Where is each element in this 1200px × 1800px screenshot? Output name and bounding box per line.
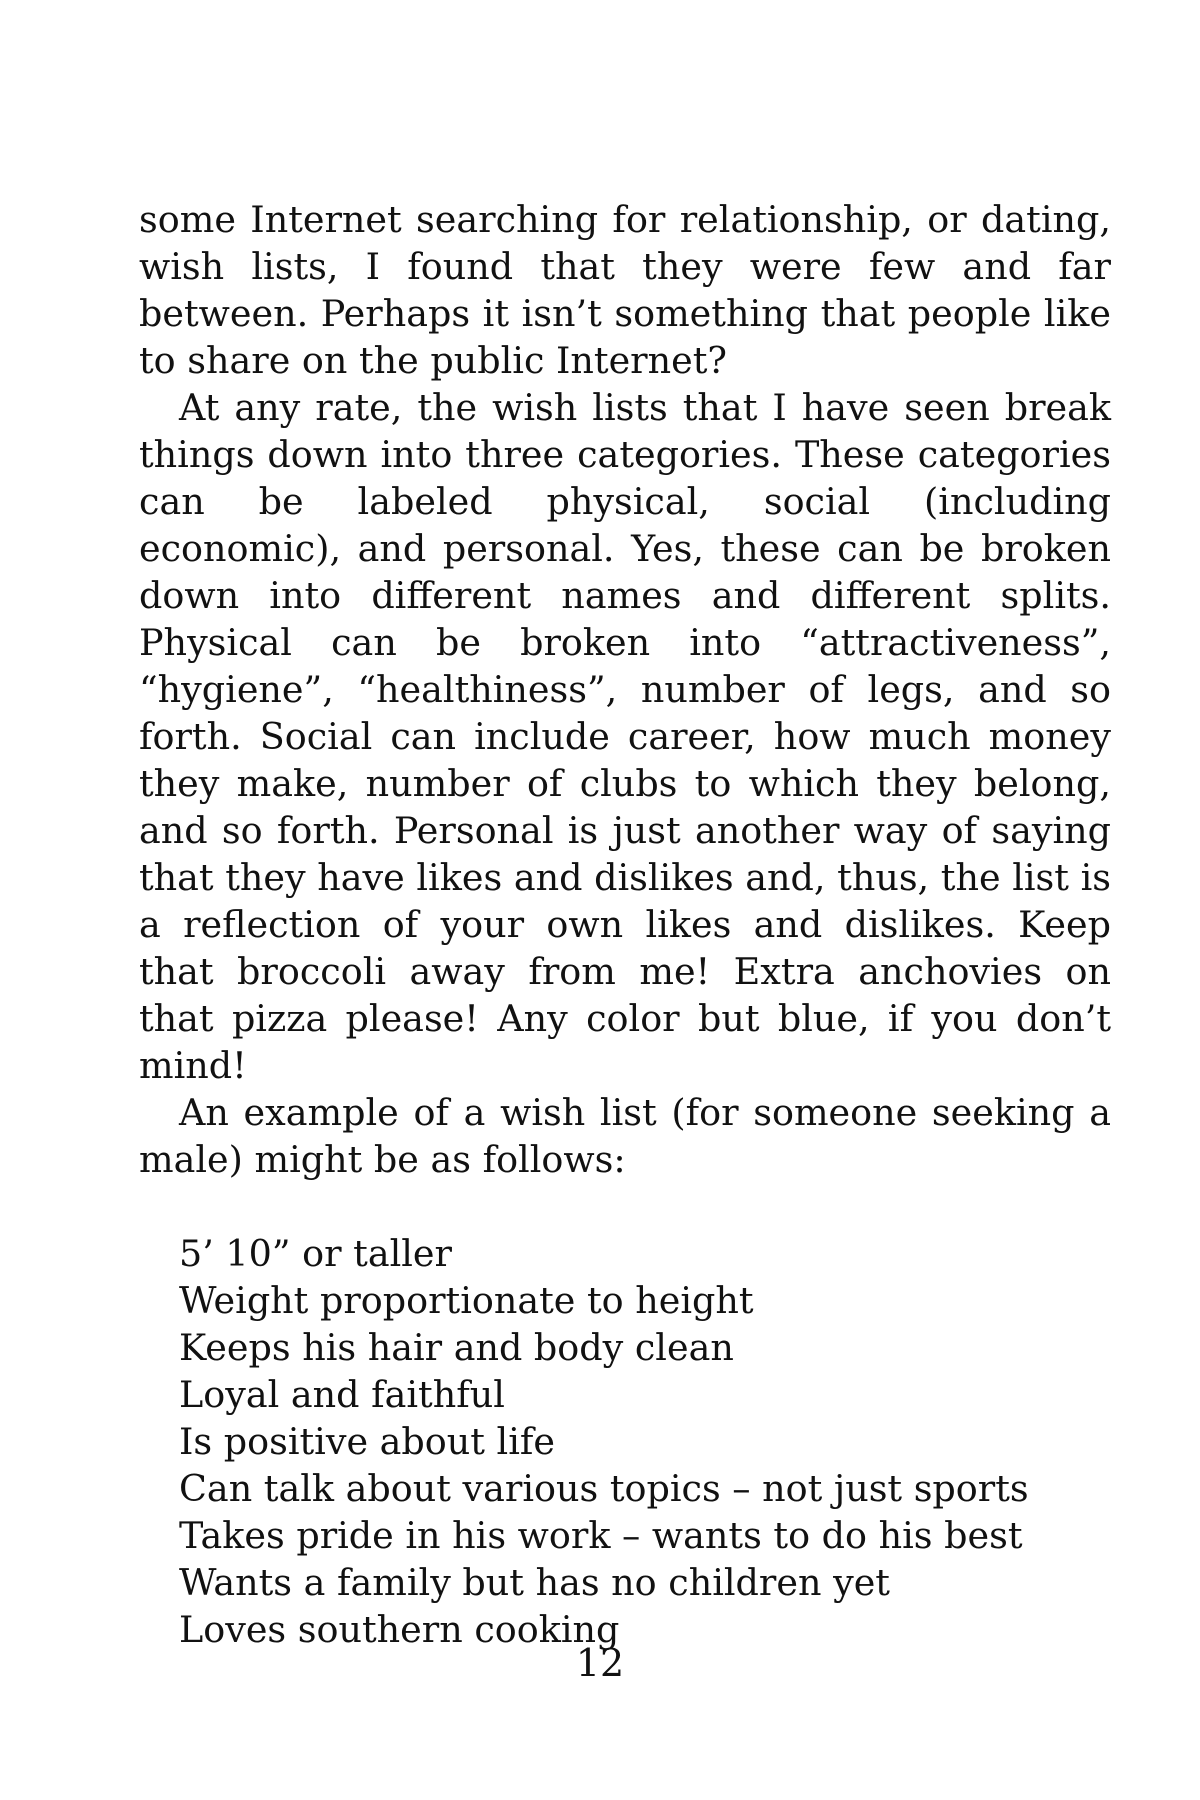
- list-item: Loves southern cooking: [179, 1608, 620, 1651]
- list-item: 5’ 10” or taller: [179, 1232, 452, 1275]
- list-item: Takes pride in his work – wants to do his best: [179, 1514, 1023, 1557]
- paragraph-wish-list-categories: At any rate, the wish lists that I have seen break things down into three categories. These categories can be labeled physical, social (including economic), and personal. Yes, these can be broken down into different names and different splits. Physical can be broken into “attractiveness”, “hygiene”, “healthiness”, number of legs, and so forth. Social can include career, how much money they make, number of clubs to which they belong, and so forth. Personal is just another way of saying that they have likes and dislikes and, thus, the list is a reflection of your own likes and dislikes. Keep that broccoli away from me! Extra anchovies on that pizza please! Any color but blue, if you don’t mind!: [139, 386, 1111, 1087]
- list-item: Is positive about life: [179, 1420, 555, 1463]
- paragraph-continued: some Internet searching for relationship, or dating, wish lists, I found that they were few and far between. Perhaps it isn’t something that people like to share on the public Internet?: [139, 198, 1111, 382]
- wish-list: [139, 1230, 1111, 1653]
- paragraph-example-intro: An example of a wish list (for someone seeking a male) might be as follows:: [139, 1091, 1111, 1181]
- page-number: 12: [575, 1641, 625, 1685]
- body-text: [139, 196, 1111, 1653]
- list-item: Can talk about various topics – not just sports: [179, 1467, 1029, 1510]
- list-item: Keeps his hair and body clean: [179, 1326, 734, 1369]
- list-item: Wants a family but has no children yet: [179, 1561, 890, 1604]
- list-item: Weight proportionate to height: [179, 1279, 754, 1322]
- list-item: Loyal and faithful: [179, 1373, 505, 1416]
